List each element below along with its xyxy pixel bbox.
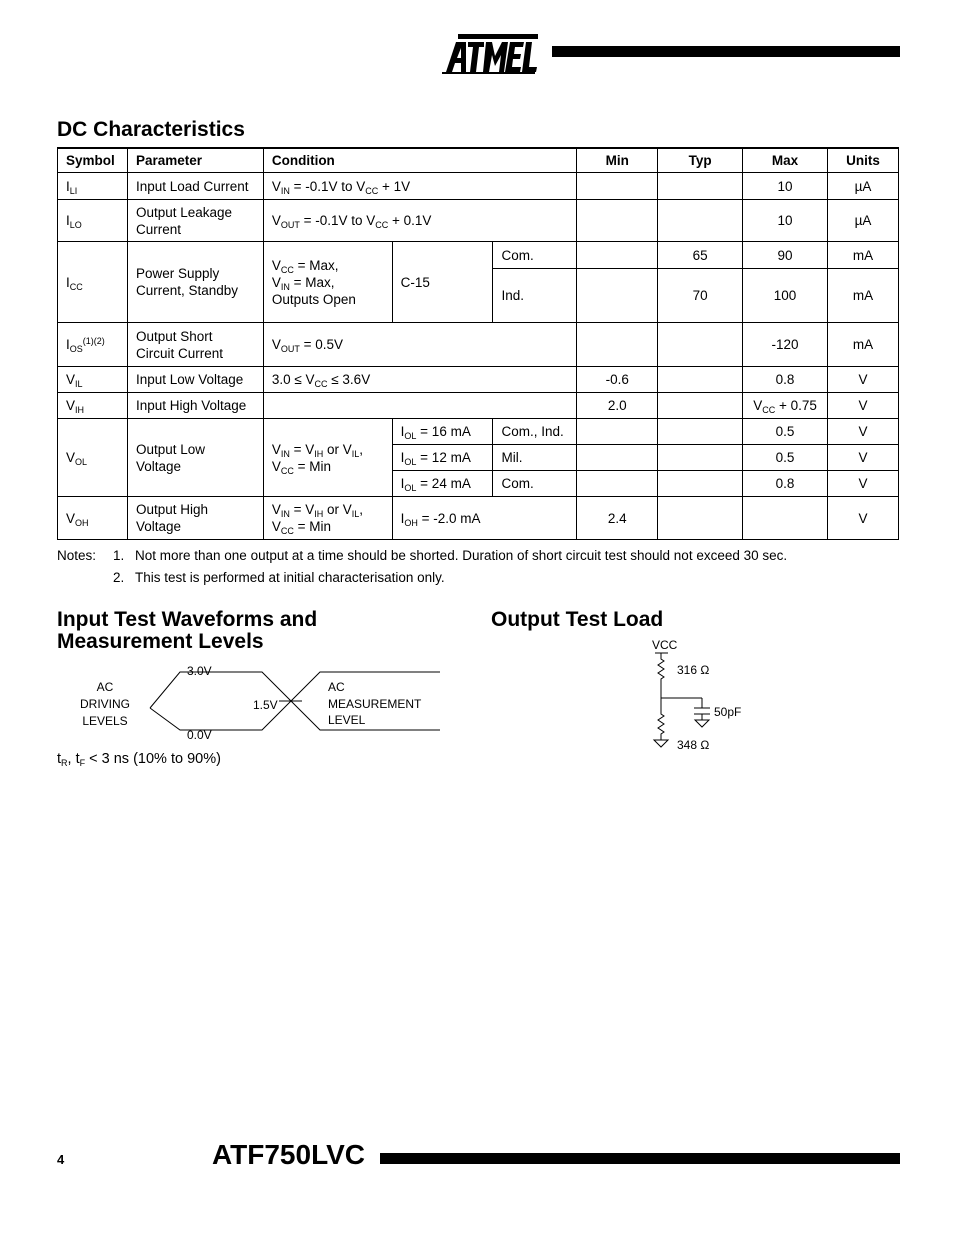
cell-iol: $I_{OL} = 12$ mA bbox=[392, 445, 493, 471]
note-text: Not more than one output at a time should be shorted. Duration of short circuit test should not exceed 30 sec. bbox=[135, 548, 788, 563]
cell-condition: $V_{IN} = V_{IH}$ or $V_{IL}$, $V_{CC}$ = Min bbox=[263, 419, 392, 497]
cell-min: 2.4 bbox=[577, 497, 658, 540]
table-row-icc-com bbox=[58, 242, 899, 269]
cell-typ bbox=[658, 323, 743, 367]
cell-symbol: $I_{OS}^{(1)(2)}$ bbox=[58, 323, 128, 367]
cell-min bbox=[577, 173, 658, 200]
cell-max: 0.5 bbox=[743, 419, 828, 445]
cell-typ bbox=[658, 393, 743, 419]
cell-typ bbox=[658, 200, 743, 242]
label-r2: 348 Ω bbox=[677, 738, 710, 752]
cell-units: V bbox=[827, 497, 898, 540]
cell-typ bbox=[658, 367, 743, 393]
label-3v: 3.0V bbox=[187, 664, 212, 678]
cell-condition: $V_{IN} = -0.1V$ to $V_{CC} + 1V$ bbox=[263, 173, 577, 200]
header-condition: Condition bbox=[263, 148, 577, 173]
cell-iol: $I_{OL} = 16$ mA bbox=[392, 419, 493, 445]
label-level: LEVEL bbox=[328, 713, 366, 727]
label-vcc: VCC bbox=[652, 638, 678, 652]
cell-grade: Mil. bbox=[493, 445, 577, 471]
cell-grade: Com. bbox=[493, 471, 577, 497]
cell-typ bbox=[658, 471, 743, 497]
cell-condition: $V_{OUT} = -0.1V$ to $V_{CC} + 0.1V$ bbox=[263, 200, 577, 242]
note-2 bbox=[57, 570, 899, 592]
header-parameter: Parameter bbox=[127, 148, 263, 173]
cell-min bbox=[577, 471, 658, 497]
cell-units: V bbox=[827, 367, 898, 393]
atmel-logo bbox=[440, 28, 540, 78]
cell-min bbox=[577, 419, 658, 445]
cell-min bbox=[577, 445, 658, 471]
cell-max: 10 bbox=[743, 200, 828, 242]
output-load-schematic bbox=[640, 636, 770, 756]
rise-fall-time-note: $t_R$, $t_F < 3$ ns (10% to 90%) bbox=[57, 751, 221, 768]
cell-symbol: $V_{OL}$ bbox=[58, 419, 128, 497]
section-title-waveforms: Input Test Waveforms and Measurement Levels bbox=[57, 608, 318, 653]
cell-parameter: Input Low Voltage bbox=[127, 367, 263, 393]
cell-speed-grade: C-15 bbox=[392, 242, 493, 323]
page-number: 4 bbox=[57, 1152, 65, 1167]
label-0v: 0.0V bbox=[187, 728, 212, 742]
cell-parameter: Output Short Circuit Current bbox=[127, 323, 263, 367]
cell-symbol: $V_{IL}$ bbox=[58, 367, 128, 393]
label-r1: 316 Ω bbox=[677, 663, 710, 677]
notes-label: Notes: bbox=[57, 548, 97, 563]
cell-max: 90 bbox=[743, 242, 828, 269]
cell-grade: Ind. bbox=[493, 269, 577, 323]
cell-units: V bbox=[827, 393, 898, 419]
cell-typ bbox=[658, 497, 743, 540]
table-row-ilo bbox=[58, 200, 899, 242]
label-capacitance: 50pF bbox=[714, 705, 742, 719]
cell-max: 0.5 bbox=[743, 445, 828, 471]
cell-symbol: $I_{LI}$ bbox=[58, 173, 128, 200]
cell-units: V bbox=[827, 471, 898, 497]
resistor-316-icon bbox=[658, 653, 664, 698]
cell-max: -120 bbox=[743, 323, 828, 367]
cell-parameter: Input Load Current bbox=[127, 173, 263, 200]
label-ac-right: AC bbox=[328, 680, 345, 694]
cell-condition: $V_{OUT} = 0.5V$ bbox=[263, 323, 577, 367]
label-levels: LEVELS bbox=[82, 714, 128, 728]
cell-min: -0.6 bbox=[577, 367, 658, 393]
table-header-row bbox=[58, 148, 899, 173]
label-1-5v: 1.5V bbox=[253, 698, 278, 712]
header-max: Max bbox=[743, 148, 828, 173]
table-row-ili bbox=[58, 173, 899, 200]
cell-parameter: Output Leakage Current bbox=[127, 200, 263, 242]
cell-symbol: $V_{IH}$ bbox=[58, 393, 128, 419]
label-driving: DRIVING bbox=[79, 697, 131, 711]
header-symbol: Symbol bbox=[58, 148, 128, 173]
cell-typ: 65 bbox=[658, 242, 743, 269]
cell-iol: $I_{OL} = 24$ mA bbox=[392, 471, 493, 497]
header-units: Units bbox=[827, 148, 898, 173]
footer-rule bbox=[380, 1153, 900, 1164]
header-rule bbox=[552, 46, 900, 57]
cell-max: 0.8 bbox=[743, 471, 828, 497]
cell-typ: 70 bbox=[658, 269, 743, 323]
cell-symbol: $V_{OH}$ bbox=[58, 497, 128, 540]
cell-grade: Com., Ind. bbox=[493, 419, 577, 445]
cell-symbol: $I_{LO}$ bbox=[58, 200, 128, 242]
cell-condition bbox=[263, 393, 577, 419]
cell-min: 2.0 bbox=[577, 393, 658, 419]
cell-units: mA bbox=[827, 323, 898, 367]
cell-max: 0.8 bbox=[743, 367, 828, 393]
cell-max bbox=[743, 497, 828, 540]
ground-icon bbox=[654, 740, 668, 747]
label-measurement: MEASUREMENT bbox=[328, 697, 422, 711]
section-title-dc: DC Characteristics bbox=[57, 118, 245, 141]
note-number: 2. bbox=[113, 570, 125, 585]
ground-icon bbox=[695, 720, 709, 727]
resistor-348-icon bbox=[658, 698, 664, 740]
cell-parameter: Input High Voltage bbox=[127, 393, 263, 419]
cell-condition: $V_{CC}$ = Max, $V_{IN}$ = Max, Outputs Open bbox=[263, 242, 392, 323]
table-row-ios bbox=[58, 323, 899, 367]
table-row-vil bbox=[58, 367, 899, 393]
cell-ioh: $I_{OH} = -2.0$ mA bbox=[392, 497, 577, 540]
dc-characteristics-table bbox=[57, 147, 899, 540]
cell-units: mA bbox=[827, 269, 898, 323]
cell-min bbox=[577, 242, 658, 269]
label-ac-left: AC bbox=[96, 680, 114, 694]
cell-units: µA bbox=[827, 200, 898, 242]
cell-units: µA bbox=[827, 173, 898, 200]
table-notes bbox=[57, 548, 899, 592]
cell-units: V bbox=[827, 445, 898, 471]
cell-condition: $3.0 \le V_{CC} \le 3.6V$ bbox=[263, 367, 577, 393]
cell-typ bbox=[658, 173, 743, 200]
cell-parameter: Output High Voltage bbox=[127, 497, 263, 540]
cell-min bbox=[577, 200, 658, 242]
cell-symbol: $I_{CC}$ bbox=[58, 242, 128, 323]
cell-units: mA bbox=[827, 242, 898, 269]
note-text: This test is performed at initial characterisation only. bbox=[135, 570, 445, 585]
header-typ: Typ bbox=[658, 148, 743, 173]
note-number: 1. bbox=[113, 548, 125, 563]
cell-max: 100 bbox=[743, 269, 828, 323]
cell-typ bbox=[658, 419, 743, 445]
table-row-voh bbox=[58, 497, 899, 540]
cell-min bbox=[577, 323, 658, 367]
cell-condition: $V_{IN} = V_{IH}$ or $V_{IL}$, $V_{CC}$ = Min bbox=[263, 497, 392, 540]
cell-parameter: Power Supply Current, Standby bbox=[127, 242, 263, 323]
waveform-diagram bbox=[57, 660, 457, 750]
cell-units: V bbox=[827, 419, 898, 445]
cell-max: $V_{CC} + 0.75$ bbox=[743, 393, 828, 419]
cell-typ bbox=[658, 445, 743, 471]
cell-min bbox=[577, 269, 658, 323]
cell-grade: Com. bbox=[493, 242, 577, 269]
table-row-vol-1 bbox=[58, 419, 899, 445]
cell-max: 10 bbox=[743, 173, 828, 200]
table-row-vih bbox=[58, 393, 899, 419]
header-min: Min bbox=[577, 148, 658, 173]
cell-parameter: Output Low Voltage bbox=[127, 419, 263, 497]
document-title: ATF750LVC bbox=[212, 1139, 365, 1170]
section-title-output-load: Output Test Load bbox=[491, 608, 664, 631]
note-1 bbox=[57, 548, 899, 570]
